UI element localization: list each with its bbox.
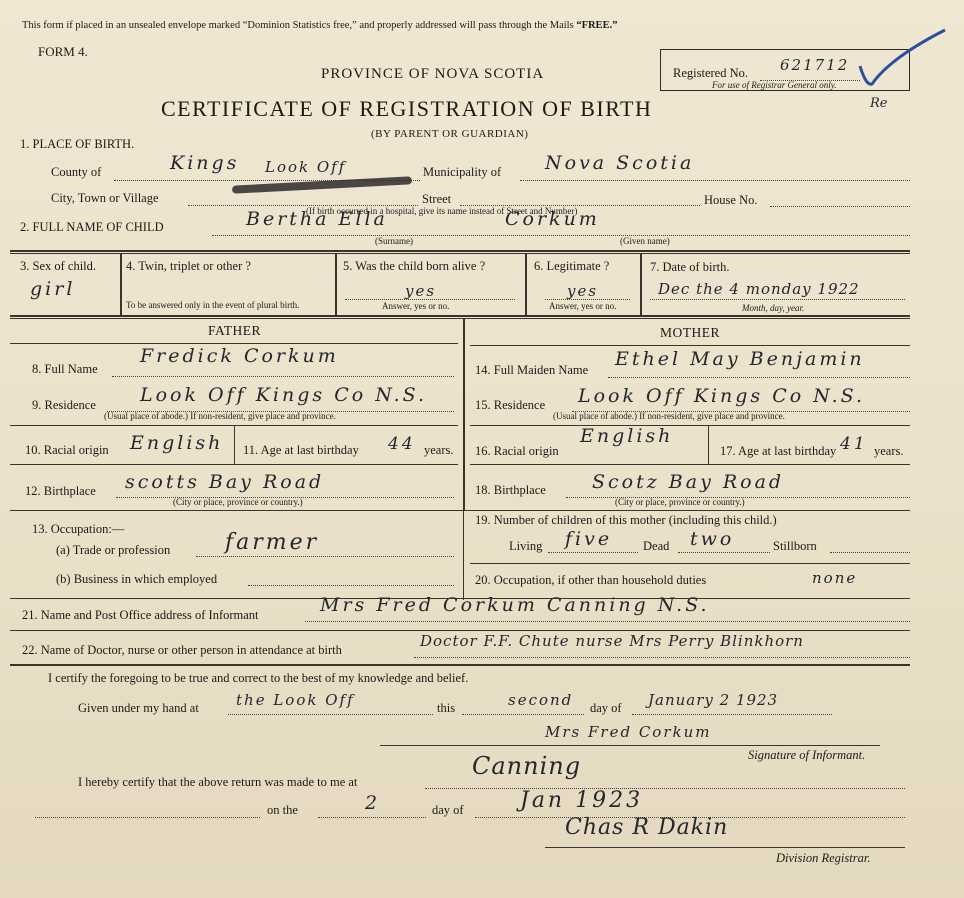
place-heading: 1. PLACE OF BIRTH. [20, 137, 135, 151]
mother-years: years. [874, 444, 904, 458]
rule-father-head [10, 343, 458, 344]
dead-label: Dead [643, 539, 670, 553]
registrar-place-value: Canning [472, 752, 582, 780]
registrar-signature-line [545, 847, 905, 848]
sex-value: girl [30, 278, 76, 300]
date-label: 7. Date of birth. [650, 260, 730, 274]
mother-name-line [608, 377, 910, 378]
rule-occupation-top [10, 510, 910, 511]
legit-line [545, 299, 630, 300]
divider-sex [120, 253, 122, 315]
divider-father-age [234, 426, 235, 464]
twin-label: 4. Twin, triplet or other ? [126, 259, 251, 273]
mother-res-note: (Usual place of abode.) If non-resident, give place and province. [553, 411, 785, 421]
father-res-label: 9. Residence [32, 398, 96, 412]
alive-note: Answer, yes or no. [382, 301, 450, 311]
date-note: Month, day, year. [742, 303, 805, 313]
father-res-note: (Usual place of abode.) If non-resident, give place and province. [104, 411, 336, 421]
child-name-line [212, 235, 910, 236]
alive-line [345, 299, 515, 300]
father-years: years. [424, 443, 454, 457]
registrar-caption: Division Registrar. [776, 851, 871, 865]
business-line [248, 585, 454, 586]
rule-mother-occ-top [470, 563, 910, 564]
trade-value: farmer [225, 530, 320, 555]
divider-mother-age [708, 426, 709, 464]
sex-label: 3. Sex of child. [20, 259, 97, 273]
registrar-lead-line [35, 817, 260, 818]
informant-value: Mrs Fred Corkum Canning N.S. [320, 594, 710, 616]
legit-note: Answer, yes or no. [549, 301, 617, 311]
rule-row3-top [10, 250, 910, 252]
surname-caption: (Surname) [375, 236, 413, 246]
mother-occ-label: 20. Occupation, if other than household duties [475, 573, 707, 587]
father-name-label: 8. Full Name [32, 362, 98, 376]
rule-mother-bp-top [470, 464, 910, 465]
mother-age-label: 17. Age at last birthday [720, 444, 837, 458]
alive-value: yes [405, 282, 437, 300]
mother-bp-label: 18. Birthplace [475, 483, 546, 497]
day-of-label: day of [590, 701, 622, 715]
given-place-value: the Look Off [236, 691, 355, 709]
rule-mother-race-top [470, 425, 910, 426]
father-race-value: English [130, 432, 224, 454]
county-value: Kings [170, 152, 240, 174]
rule-parents-top-2 [10, 318, 910, 319]
registered-note: For use of Registrar General only. [712, 80, 837, 90]
divider-twin [335, 253, 337, 315]
father-age-label: 11. Age at last birthday [243, 443, 359, 457]
father-res-value: Look Off Kings Co N.S. [140, 384, 428, 406]
divider-parents [463, 318, 465, 511]
child-surname-value: Bertha Ella [246, 208, 388, 230]
this-label: this [437, 701, 456, 715]
informant-signature: Mrs Fred Corkum [545, 723, 712, 741]
rule-father-bp-top [10, 464, 458, 465]
given-place-line [228, 714, 433, 715]
living-label: Living [509, 539, 543, 553]
given-label: Given under my hand at [78, 701, 199, 715]
father-race-label: 10. Racial origin [25, 443, 109, 457]
children-label: 19. Number of children of this mother (including this child.) [475, 513, 777, 527]
mother-name-label: 14. Full Maiden Name [475, 363, 589, 377]
mother-race-label: 16. Racial origin [475, 444, 559, 458]
twin-note: To be answered only in the event of plural birth. [126, 300, 300, 310]
father-heading: FATHER [208, 323, 262, 338]
registrar-signature: Chas R Dakin [565, 815, 729, 840]
rule-mother-head [470, 345, 910, 346]
mother-bp-value: Scotz Bay Road [592, 471, 785, 493]
mother-res-value: Look Off Kings Co N.S. [578, 385, 866, 407]
month-line [632, 714, 832, 715]
reg-day-value: 2 [365, 792, 381, 814]
doctor-value: Doctor F.F. Chute nurse Mrs Perry Blinkhorn [420, 632, 804, 650]
month-value: January 2 1923 [648, 691, 779, 709]
county-label: County of [51, 165, 102, 179]
divider-alive [525, 253, 527, 315]
hospital-note: (If birth occurred in a hospital, give its name instead of Street and Number) [306, 206, 578, 216]
stillborn-label: Stillborn [773, 539, 817, 553]
postal-notice-text: This form if placed in an unsealed envelope marked “Dominion Statistics free,” and properly addressed will pass through the Mails [22, 20, 574, 31]
form-number: FORM 4. [38, 44, 88, 59]
mother-name-value: Ethel May Benjamin [615, 348, 865, 370]
registered-label: Registered No. [673, 66, 748, 80]
legit-value: yes [567, 282, 599, 300]
living-line [548, 552, 638, 553]
date-value: Dec the 4 monday 1922 [658, 280, 860, 298]
rule-row3-top-2 [10, 253, 910, 254]
mother-occ-value: none [812, 569, 858, 587]
registrar-place-line [425, 788, 905, 789]
margin-note: Re [870, 96, 888, 111]
informant-signature-line [380, 745, 880, 746]
dead-line [678, 552, 770, 553]
rule-doctor-top [10, 630, 910, 631]
business-label: (b) Business in which employed [56, 572, 218, 586]
reg-day-line [318, 817, 426, 818]
page-title: CERTIFICATE OF REGISTRATION OF BIRTH [161, 96, 653, 121]
child-name-label: 2. FULL NAME OF CHILD [20, 220, 164, 234]
checkmark-icon [850, 28, 950, 88]
registered-number: 621712 [780, 56, 850, 74]
informant-label: 21. Name and Post Office address of Informant [22, 608, 259, 622]
legit-label: 6. Legitimate ? [534, 259, 610, 273]
reg-month-value: Jan 1923 [520, 788, 644, 813]
page-subtitle: (BY PARENT OR GUARDIAN) [371, 128, 529, 140]
municipality-value: Nova Scotia [545, 152, 695, 174]
mother-bp-note: (City or place, province or country.) [615, 497, 745, 507]
day-line [462, 714, 584, 715]
occupation-label: 13. Occupation:— [32, 522, 125, 536]
mother-heading: MOTHER [660, 325, 720, 340]
municipality-label: Municipality of [423, 165, 502, 179]
strikethrough-mark [232, 176, 412, 193]
postal-notice [22, 20, 617, 31]
father-name-line [112, 376, 454, 377]
father-name-value: Fredick Corkum [140, 345, 339, 367]
divider-occupation [463, 510, 464, 600]
alive-label: 5. Was the child born alive ? [343, 259, 486, 273]
given-caption: (Given name) [620, 236, 670, 246]
father-bp-value: scotts Bay Road [125, 471, 325, 493]
street-label: Street [422, 192, 452, 206]
municipality-line [520, 180, 910, 181]
city-label: City, Town or Village [51, 191, 159, 205]
father-age-value: 44 [388, 434, 416, 454]
mother-res-label: 15. Residence [475, 398, 546, 412]
informant-signature-caption: Signature of Informant. [748, 748, 866, 762]
reg-day-of-label: day of [432, 803, 464, 817]
father-bp-note: (City or place, province or country.) [173, 497, 303, 507]
doctor-label: 22. Name of Doctor, nurse or other person in attendance at birth [22, 643, 342, 657]
on-the-label: on the [267, 803, 298, 817]
stillborn-line [830, 552, 910, 553]
trade-line [196, 556, 454, 557]
informant-line [305, 621, 910, 622]
mother-age-value: 41 [840, 434, 868, 454]
house-line [770, 206, 910, 207]
rule-parents-top [10, 315, 910, 317]
child-given-value: Corkum [505, 208, 600, 230]
father-bp-label: 12. Birthplace [25, 484, 96, 498]
dead-value: two [690, 528, 735, 550]
divider-legit [640, 253, 642, 315]
doctor-line [414, 657, 910, 658]
mother-race-value: English [580, 425, 674, 447]
province-heading: PROVINCE OF NOVA SCOTIA [321, 66, 545, 82]
registrar-statement: I hereby certify that the above return was made to me at [78, 775, 358, 789]
rule-certify-top [10, 664, 910, 666]
trade-label: (a) Trade or profession [56, 543, 171, 557]
date-line [650, 299, 905, 300]
living-value: five [565, 528, 613, 550]
day-value: second [508, 691, 574, 709]
county-struck-value: Look Off [265, 158, 347, 176]
certify-statement: I certify the foregoing to be true and correct to the best of my knowledge and belief. [48, 671, 469, 685]
postal-notice-free: “FREE.” [576, 20, 618, 31]
house-label: House No. [704, 193, 758, 207]
